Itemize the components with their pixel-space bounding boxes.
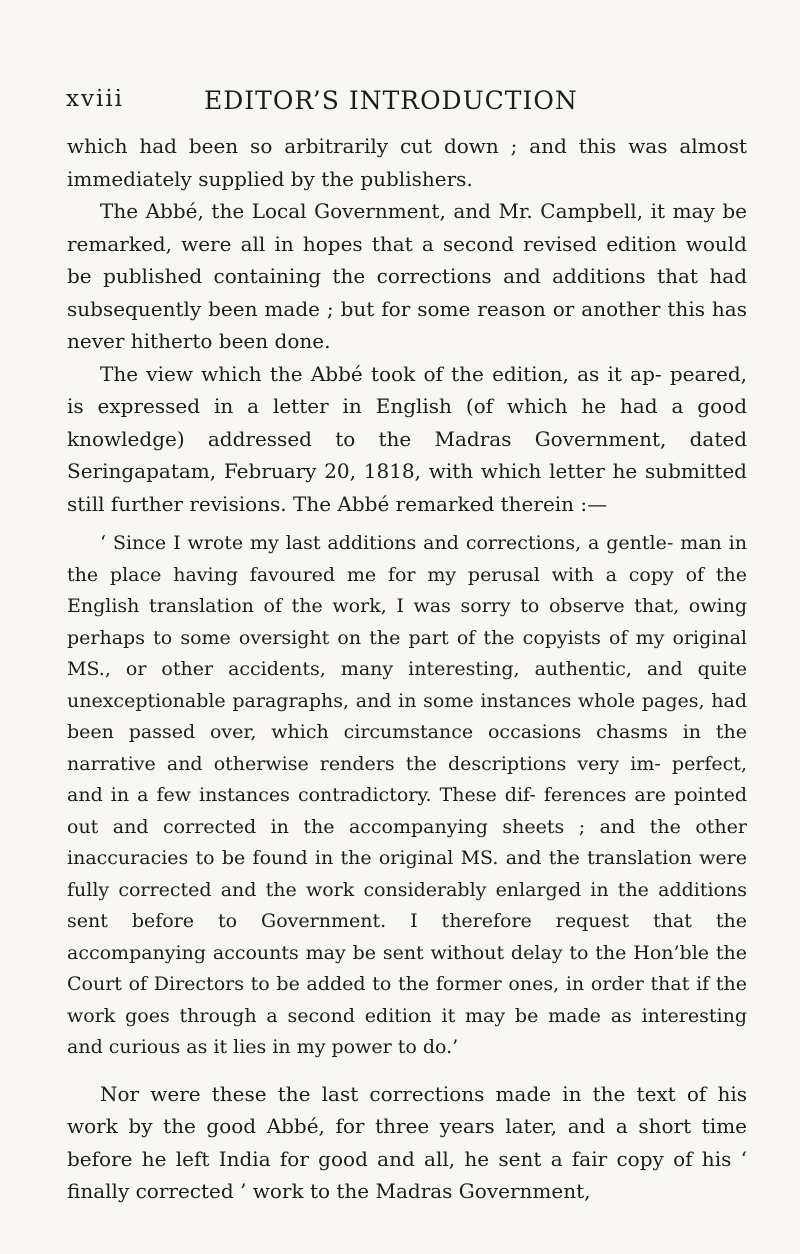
paragraph-final-corrections: Nor were these the last corrections made in the text of his work by the good Abbé, for three years later, and a short time before he left India for good and all, he sent a fair copy of his ‘ finally corrected ’ work to the Madras Government, [67, 1081, 747, 1203]
body-text [67, 130, 747, 1208]
paragraph-revised-edition: The Abbé, the Local Government, and Mr. Campbell, it may be remarked, were all in hopes that a second revised edition would be published containing the corrections and additions that had subsequently been made ; but for some reason or another this has never hitherto been done. [67, 199, 747, 353]
quoted-letter: ‘ Since I wrote my last additions and corrections, a gentle- man in the place having favoured me for my perusal with a copy of the English translation of the work, I was sorry to observe that, owing perhaps to some oversight on the part of the copyists of my original MS., or other accidents, many interesting, authentic, and quite unexceptionable paragraphs, and in some instances whole pages, had been passed over, which circumstance occasions chasms in the narrative and otherwise renders the descriptions very im- perfect, and in a few instances contradictory. These dif- ferences are pointed out and corrected in the accompanying sheets ; and the other inaccuracies to be found in the original MS. and the translation were fully corrected and the work considerably enlarged in the additions sent before to Government. I therefore request that the accompanying accounts may be sent without delay to the Hon’ble the Court of Directors to be added to the former ones, in order that if the work goes through a second edition it may be made as interesting and curious as it lies in my power to do.’ [67, 532, 747, 1058]
running-head [66, 86, 746, 116]
running-title: EDITOR’S INTRODUCTION [204, 86, 578, 115]
page-number: xviii [66, 86, 125, 112]
paragraph-abbe-letter: The view which the Abbé took of the edition, as it ap- peared, is expressed in a letter in English (of which he had a good knowledge) addressed to the Madras Government, dated Seringapatam, February 20, 1818, with which letter he submitted still further revisions. The Abbé remarked therein :— [67, 361, 747, 516]
paragraph-continuation: which had been so arbitrarily cut down ; and this was almost immediately supplied by the publishers. [67, 134, 747, 191]
